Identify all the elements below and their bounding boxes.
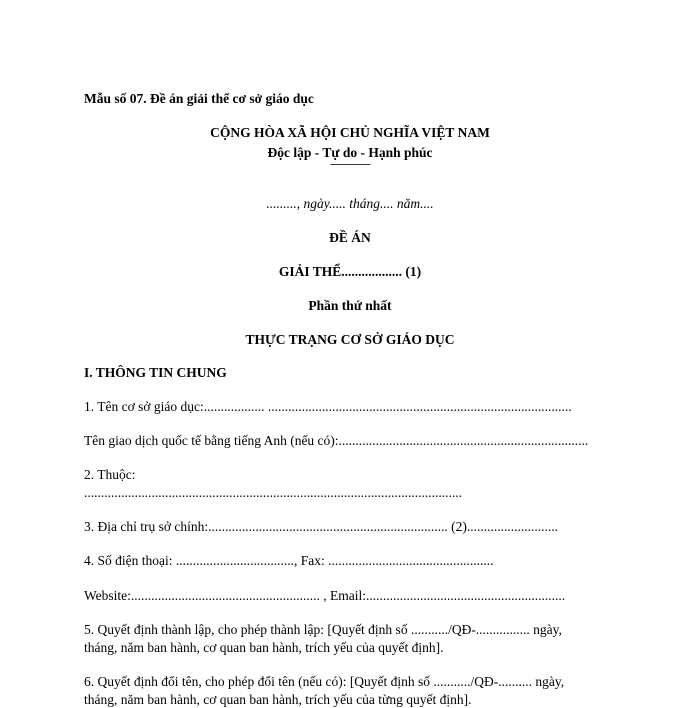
part-label: Phần thứ nhất [308,298,392,313]
field-line: 6. Quyết định đổi tên, cho phép đổi tên (nếu có): [Quyết định số .........../QĐ-.......... ngày, [84,674,565,689]
field-line: Tên giao dịch quốc tế bằng tiếng Anh (nếu có):.......................................................................... [84,433,589,448]
section-heading: I. THÔNG TIN CHUNG [84,365,227,380]
field-line: Website:........................................................ , Email:........................................................... [84,588,566,603]
country-header: CỘNG HÒA XÃ HỘI CHỦ NGHĨA VIỆT NAM [210,125,490,140]
motto-rule: --------------- [330,158,370,170]
part-title: THỰC TRẠNG CƠ SỞ GIÁO DỤC [245,332,455,347]
field-line: tháng, năm ban hành, cơ quan ban hành, trích yếu của quyết định]. [84,640,444,655]
field-line: 3. Địa chỉ trụ sở chính:....................................................................... (2)........................... [84,519,558,534]
document-subtitle: GIẢI THỂ.................. (1) [278,264,422,279]
motto: Độc lập - Tự do - Hạnh phúc [267,145,433,160]
document-title: ĐỀ ÁN [329,230,371,245]
field-line: 1. Tên cơ sở giáo dục:.................. .......................................................................................... [84,399,572,414]
field-line: ................................................................................................................ [84,485,462,500]
field-line: 2. Thuộc: [84,467,136,482]
date-line: ........., ngày..... tháng.... năm.... [266,196,434,211]
field-line: 5. Quyết định thành lập, cho phép thành lập: [Quyết định số .........../QĐ-................ ngày, [84,622,562,637]
field-line: tháng, năm ban hành, cơ quan ban hành, trích yếu của từng quyết định]. [84,692,472,707]
field-line: 4. Số điện thoại: ..................................., Fax: ................................................. [84,553,494,568]
form-label: Mẫu số 07. Đề án giải thể cơ sở giáo dục [84,91,314,106]
